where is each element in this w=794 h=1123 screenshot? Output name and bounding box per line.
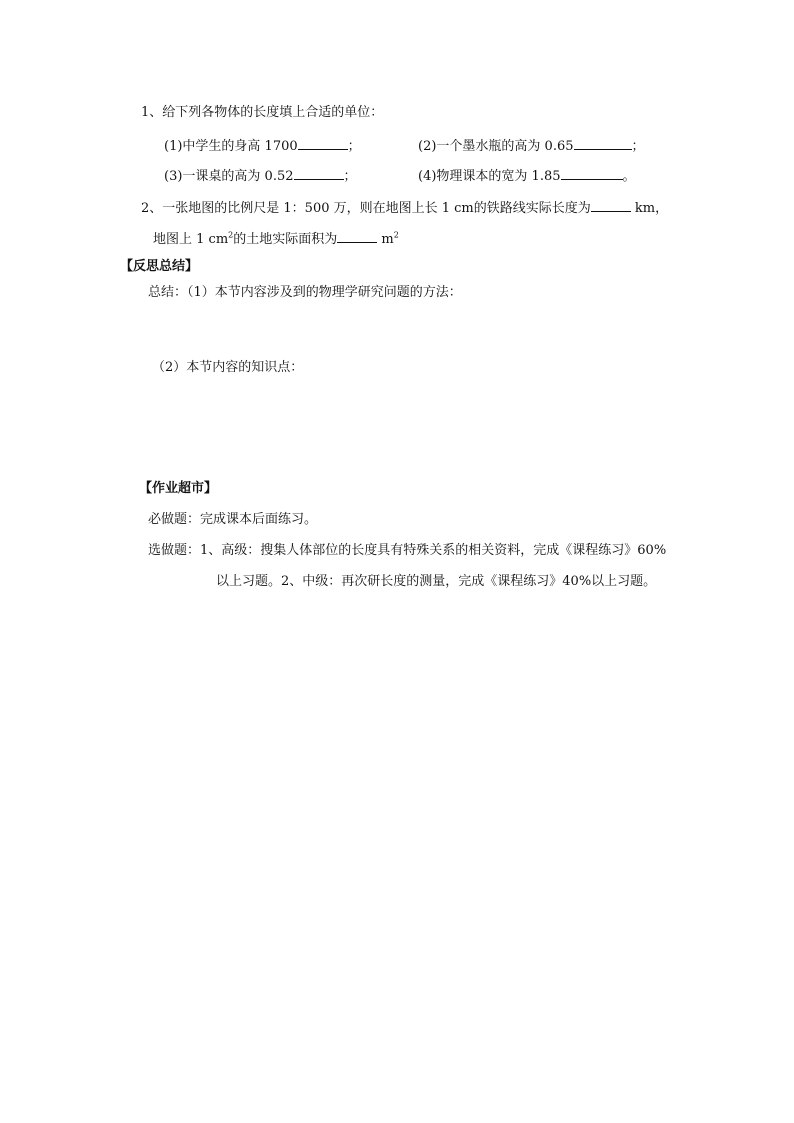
separator: ； <box>631 139 645 154</box>
q2-line-1 <box>141 198 668 218</box>
q1-item-4-text: (4)物理课本的宽为 1.85 <box>418 169 561 184</box>
q2-line-2 <box>153 229 399 249</box>
reflection-heading: 【反思总结】 <box>120 259 199 274</box>
q1-item-1 <box>164 136 361 156</box>
superscript: 2 <box>393 230 399 240</box>
q2-text: 2、一张地图的比例尺是 1：500 万，则在地图上长 1 cm的铁路线实际长度为 <box>141 201 591 216</box>
answer-blank-5[interactable] <box>591 198 631 212</box>
q1-item-4 <box>418 166 636 186</box>
homework-optional-line-1: 选做题：1、高级：搜集人体部位的长度具有特殊关系的相关资料，完成《课程练习》60% <box>148 543 667 558</box>
answer-blank-6[interactable] <box>337 229 377 243</box>
reflection-item-1: 总结：（1）本节内容涉及到的物理学研究问题的方法： <box>148 285 462 300</box>
q1-item-3-text: (3)一课桌的高为 0.52 <box>164 169 294 184</box>
period: 。 <box>622 169 636 184</box>
reflection-item-2: （2）本节内容的知识点： <box>152 360 304 375</box>
q1-item-3 <box>164 166 357 186</box>
q1-item-2 <box>418 136 645 156</box>
homework-required: 必做题：完成课本后面练习。 <box>148 512 318 527</box>
q1-title: 1、给下列各物体的长度填上合适的单位： <box>141 105 384 120</box>
q2-line-2-mid: 的土地实际面积为 <box>233 232 338 247</box>
homework-optional-line-2: 以上习题。2、中级：再次研长度的测量，完成《课程练习》40%以上习题。 <box>216 574 657 589</box>
answer-blank-1[interactable] <box>298 136 348 150</box>
q1-item-2-text: (2)一个墨水瓶的高为 0.65 <box>418 139 574 154</box>
answer-blank-3[interactable] <box>294 166 344 180</box>
answer-blank-2[interactable] <box>574 136 632 150</box>
answer-blank-4[interactable] <box>561 166 623 180</box>
q1-item-1-text: (1)中学生的身高 1700 <box>164 139 298 154</box>
q2-unit-km: km， <box>634 201 669 216</box>
homework-heading: 【作业超市】 <box>139 481 218 496</box>
q2-line-2-prefix: 地图上 1 cm <box>153 232 229 247</box>
separator: ； <box>343 169 357 184</box>
superscript: 2 <box>228 230 234 240</box>
separator: ； <box>347 139 361 154</box>
q2-unit-m2: m <box>381 232 394 247</box>
